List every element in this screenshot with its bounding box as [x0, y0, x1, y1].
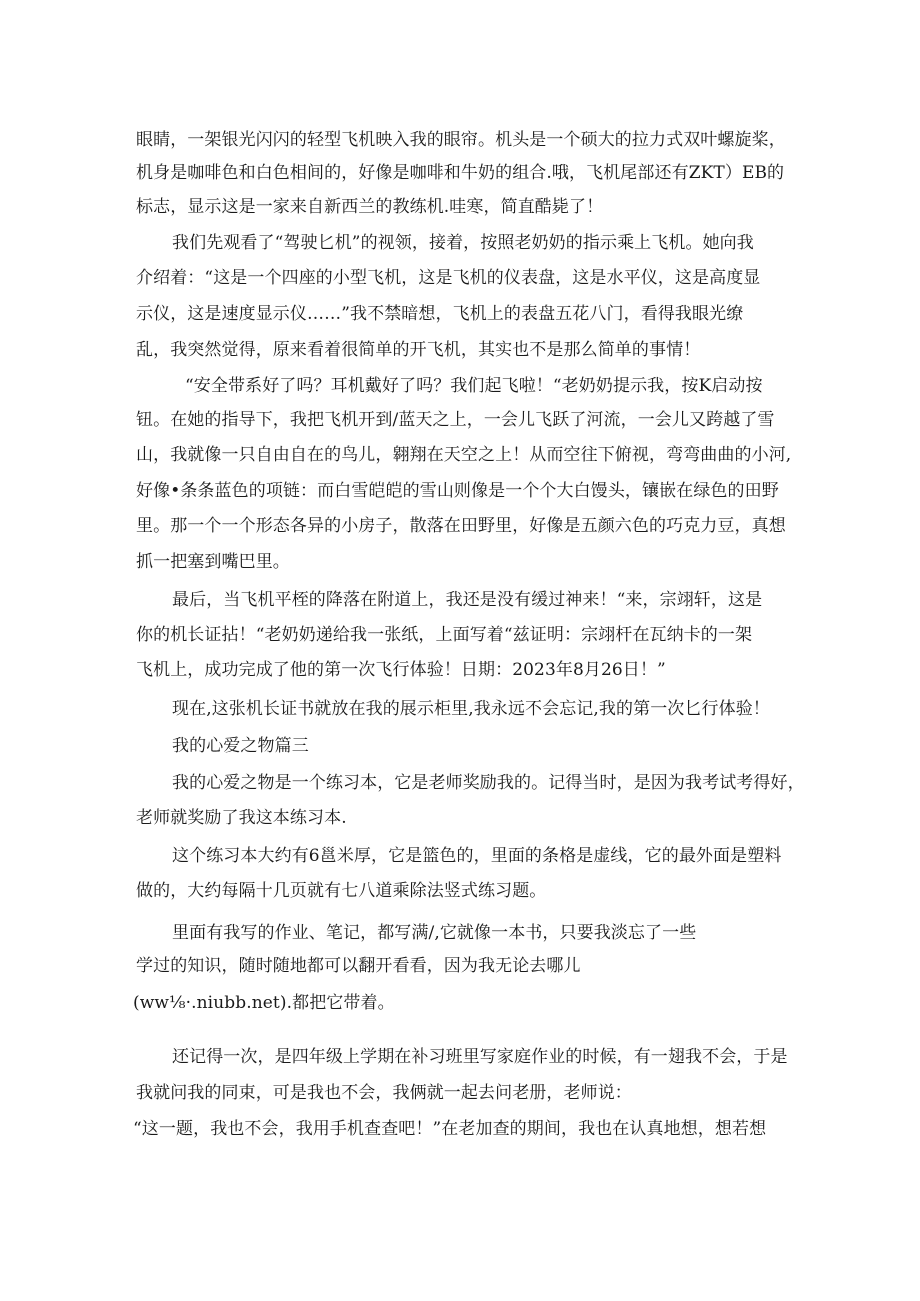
text-line: (ww⅛·.niubb.net).都把它带着。 — [133, 993, 395, 1013]
text-line: 山，我就像一只自由自在的鸟儿，翱翔在天空之上！从而空往下俯视，弯弯曲曲的小河, — [136, 445, 792, 465]
text-line: 我就问我的同束，可是我也不会，我俩就一起去问老册，老师说： — [136, 1083, 632, 1103]
text-line: 介绍着：“这是一个四座的小型飞机，这是飞机的仪表盘，这是水平仪，这是高度显 — [136, 268, 761, 288]
text-line: 抓一把塞到嘴巴里。 — [136, 552, 290, 572]
text-line: 最后，当飞机平桎的降落在附道上，我还是没有缓过神来！“来，宗翊轩，这是 — [172, 590, 763, 610]
text-line: 做的，大约每隔十几页就有七八道乘除法竖式练习题。 — [136, 881, 547, 901]
text-line: 里。那一个一个形态各异的小房子，散落在田野里，好像是五颜六色的巧克力豆，真想 — [136, 516, 786, 536]
text-line: “安全带系好了吗？耳机戴好了吗？我们起飞啦！“老奶奶提示我，按K启动按 — [185, 376, 763, 396]
text-line: 眼睛，一架银光闪闪的轻型飞机映入我的眼帘。机头是一个硕大的拉力式双叶螺旋桨， — [136, 130, 786, 150]
text-line: 钮。在她的指导下，我把飞机开到/蓝天之上，一会儿飞跃了河流，一会儿又跨越了雪 — [136, 410, 775, 430]
text-line: 现在,这张机长证书就放在我的展示柜里,我永远不会忘记,我的第一次匕行体验！ — [172, 699, 770, 719]
text-line: 我们先观看了“驾驶匕机”的视领，接着，按照老奶奶的指示乘上飞机。她向我 — [172, 233, 754, 253]
text-line: 飞机上，成功完成了他的第一次飞行体验！日期：2023年8月26日！” — [136, 660, 666, 680]
section-heading: 我的心爱之物篇三 — [172, 736, 309, 756]
text-line: 你的机长证拈！“老奶奶递给我一张纸，上面写着“兹证明：宗翊杆在瓦纳卡的一架 — [136, 625, 753, 645]
text-line: 乱，我突然觉得，原来看着很简单的开飞机，其实也不是那么简单的事情！ — [136, 340, 701, 360]
text-line: 好像•条条蓝色的项链：而白雪皑皑的雪山则像是一个个大白馒头，镶嵌在绿色的田野 — [136, 481, 779, 501]
text-line: 还记得一次，是四年级上学期在补习班里写家庭作业的时候，有一翅我不会，于是 — [172, 1047, 788, 1067]
text-line: 老师就奖励了我这本练习本. — [136, 808, 347, 828]
text-line: 标志，显示这是一家来自新西兰的教练机.哇寒，简直酷毙了！ — [136, 197, 604, 217]
text-line: 示仪，这是速度显示仪……”我不禁暗想，飞机上的表盘五花八门，看得我眼光缭 — [136, 304, 744, 324]
text-line: 里面有我写的作业、笔记，都写满/,它就像一本书，只要我淡忘了一些 — [172, 923, 697, 943]
text-line: 我的心爱之物是一个练习本，它是老师奖励我的。记得当时，是因为我考试考得好， — [172, 773, 805, 793]
text-line: 这个练习本大约有6邕米厚，它是篮色的，里面的条格是虚线，它的最外面是塑料 — [172, 846, 782, 866]
text-line: “这一题，我也不会，我用手机查查吧！”在老加查的期间，我也在认真地想，想若想 — [133, 1119, 767, 1139]
text-line: 学过的知识，随时随地都可以翻开看看，因为我无论去哪儿 — [136, 956, 581, 976]
text-line: 机身是咖啡色和白色相间的，好像是咖啡和牛奶的组合.哦，飞机尾部还有ZKT）EB的 — [136, 163, 785, 183]
